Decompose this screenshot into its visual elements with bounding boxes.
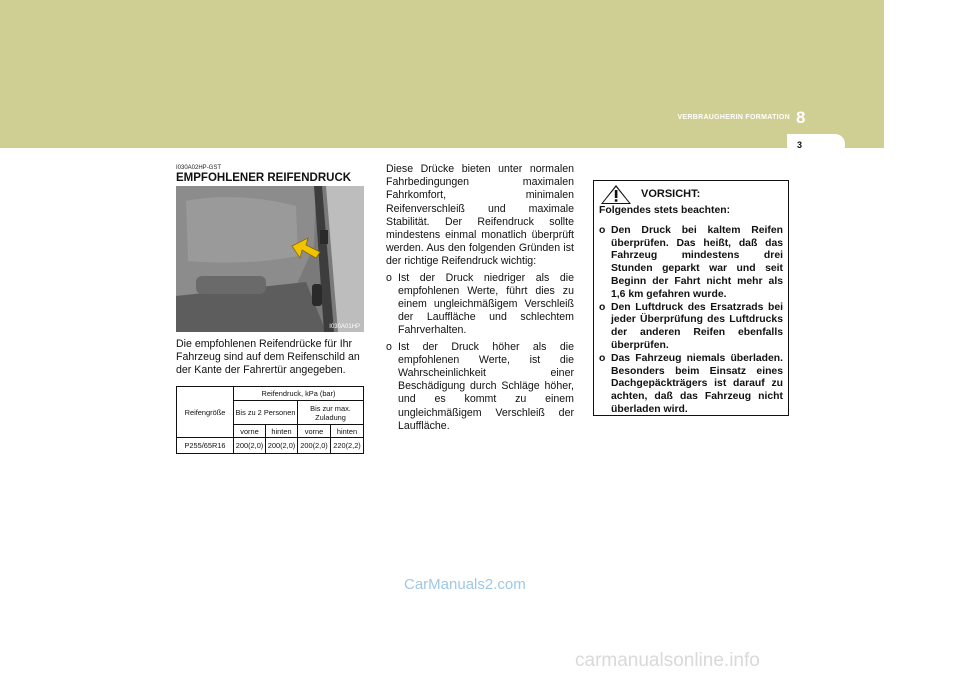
low-front-cell: 200(2,0) bbox=[235, 441, 264, 450]
warning-triangle-icon bbox=[601, 185, 631, 204]
max-rear-cell: 220(2,2) bbox=[333, 441, 361, 450]
load-max-header: Bis zur max. Zuladung bbox=[310, 403, 351, 422]
caution-item-text: Das Fahrzeug niemals überladen. Besonders beim Einsatz eines Dachgepäckträgers ist darauf zu achten, daß das Fahrzeug nicht überladen wird. bbox=[611, 352, 783, 415]
bullet-text: Ist der Druck niedriger als die empfohlenen Werte, führt dies zu einem ungleichmäßigem Verschleiß der Lauffläche und schlechtem Fahrverhalten. bbox=[398, 271, 574, 337]
door-sill-photo bbox=[176, 186, 364, 332]
caution-intro: Folgendes stets beachten: bbox=[599, 205, 731, 216]
pressure-header: Reifendruck, kPa (bar) bbox=[261, 389, 336, 398]
bullet-mark: o bbox=[599, 224, 606, 236]
bullet-mark: o bbox=[599, 352, 606, 364]
section-number: 8 bbox=[796, 108, 806, 127]
list-item bbox=[386, 341, 574, 433]
watermark-link[interactable]: CarManuals2.com bbox=[404, 576, 526, 593]
load-low-header: Bis zu 2 Personen bbox=[235, 408, 296, 417]
watermark-footer: carmanualsonline.info bbox=[575, 650, 760, 671]
caution-header bbox=[599, 185, 783, 204]
bullet-text: Ist der Druck höher als die empfohlenen Werte, ist die Wahrscheinlichkeit einer Beschädigung durch Schläge höher, und es kommt zu einem ungleichmäßigem Verschleiß der Lauffläche. bbox=[398, 340, 574, 432]
body-paragraph: Diese Drücke bieten unter normalen Fahrbedingungen maximalen Fahrkomfort, minimalen Reifenverschleiß und maximale Stabilität. Der Reifendruck sollte mindestens einmal monatlich überprüft werden. Aus den folgenden Gründen ist der richtige Reifendruck wichtig: bbox=[386, 163, 574, 268]
tire-size-cell: P255/65R16 bbox=[184, 441, 226, 450]
front-header-max: vorne bbox=[304, 426, 324, 436]
caution-item bbox=[599, 302, 783, 353]
caution-item bbox=[599, 353, 783, 417]
car-door-illustration bbox=[176, 186, 364, 332]
section-label: VERBRAUGHERIN FORMATION bbox=[677, 114, 790, 121]
caution-box bbox=[593, 180, 789, 416]
article-code: I030A02HP-GST bbox=[176, 165, 222, 171]
caution-title: VORSICHT: bbox=[641, 188, 701, 201]
caution-item bbox=[599, 225, 783, 302]
rear-header-max: hinten bbox=[336, 426, 358, 436]
size-header: Reifengröße bbox=[184, 407, 226, 417]
low-rear-cell: 200(2,0) bbox=[267, 441, 296, 450]
caution-item-text: Den Druck bei kaltem Reifen überprüfen. Das heißt, daß das Fahrzeug mindestens drei Stunden geparkt war und seit Beginn der Fahrt nicht mehr als 1,6 km gefahren wurde. bbox=[611, 224, 783, 300]
article-title: EMPFOHLENER REIFENDRUCK bbox=[176, 172, 352, 184]
max-front-cell: 200(2,0) bbox=[300, 441, 328, 450]
intro-paragraph: Die empfohlenen Reifendrücke für Ihr Fahrzeug sind auf dem Reifenschild an der Kante der Fahrertür angegeben. bbox=[176, 338, 360, 377]
body-text bbox=[386, 163, 574, 433]
bullet-mark: o bbox=[599, 301, 606, 313]
bullet-mark: o bbox=[386, 340, 392, 353]
header-band bbox=[0, 0, 884, 148]
rear-header-low: hinten bbox=[271, 426, 292, 436]
bullet-mark: o bbox=[386, 271, 392, 284]
list-item bbox=[386, 272, 574, 338]
page-tab bbox=[787, 134, 845, 156]
tire-pressure-table bbox=[176, 386, 364, 454]
photo-caption: I030A01HP bbox=[329, 324, 360, 330]
front-header-low: vorne bbox=[240, 426, 259, 436]
caution-item-text: Den Luftdruck des Ersatzrads bei jeder Überprüfung des Luftdrucks der anderen Reifen ebenfalls überprüfen. bbox=[611, 301, 783, 351]
page-number: 3 bbox=[797, 140, 803, 150]
